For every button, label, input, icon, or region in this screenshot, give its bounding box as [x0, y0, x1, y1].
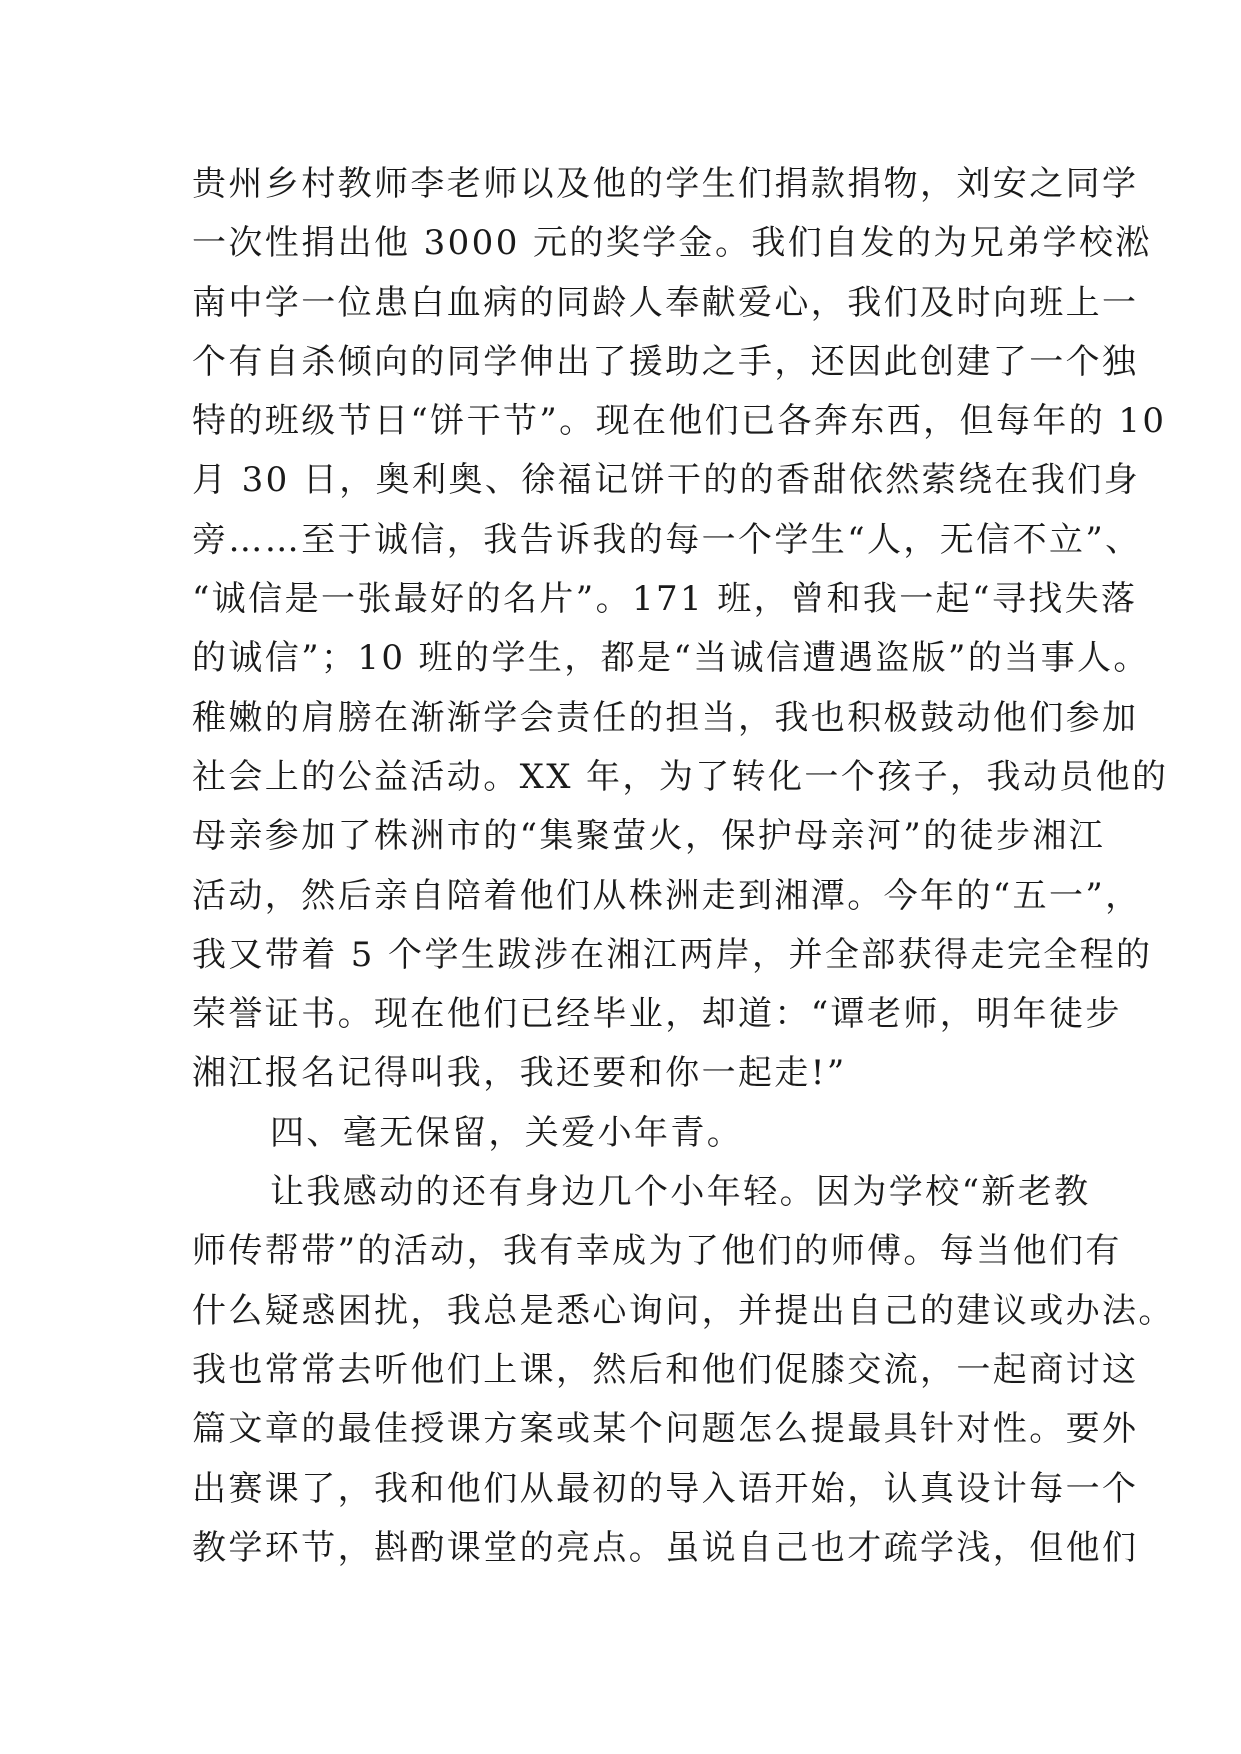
text-line: 活动，然后亲自陪着他们从株洲走到湘潭。今年的“五一”，: [192, 875, 1142, 916]
text-line: 月 30 日，奥利奥、徐福记饼干的的香甜依然萦绕在我们身: [192, 460, 1141, 501]
text-line: 个有自杀倾向的同学伸出了援助之手，还因此创建了一个独: [192, 341, 1139, 382]
text-line: 我又带着 5 个学生跋涉在湘江两岸，并全部获得走完全程的: [192, 934, 1153, 975]
text-line: 的诚信”；10 班的学生，都是“当诚信遭遇盗版”的当事人。: [192, 638, 1150, 679]
body-text: [192, 155, 1175, 1578]
text-line: 荣誉证书。现在他们已经毕业，却道：“谭老师，明年徒步: [192, 994, 1122, 1035]
text-line: 教学环节，斟酌课堂的亮点。虽说自己也才疏学浅，但他们: [192, 1527, 1139, 1568]
text-line: 师传帮带”的活动，我有幸成为了他们的师傅。每当他们有: [192, 1231, 1122, 1272]
text-line: 贵州乡村教师李老师以及他的学生们捐款捐物，刘安之同学: [192, 164, 1139, 204]
text-line: 一次性捐出他 3000 元的奖学金。我们自发的为兄弟学校淞: [192, 223, 1152, 264]
text-line: 特的班级节日“饼干节”。现在他们已各奔东西，但每年的 10: [192, 401, 1167, 442]
paragraph-first-line: 让我感动的还有身边几个小年轻。因为学校“新老教: [270, 1172, 1091, 1213]
text-line: 南中学一位患白血病的同龄人奉献爱心，我们及时向班上一: [192, 282, 1139, 323]
text-line: 母亲参加了株洲市的“集聚萤火，保护母亲河”的徒步湘江: [192, 816, 1106, 857]
text-line: 社会上的公益活动。XX 年，为了转化一个孩子，我动员他的: [192, 756, 1169, 797]
text-line: 什么疑惑困扰，我总是悉心询问，并提出自己的建议或办法。: [192, 1290, 1175, 1331]
text-line: 湘江报名记得叫我，我还要和你一起走!”: [192, 1053, 847, 1094]
text-line: 篇文章的最佳授课方案或某个问题怎么提最具针对性。要外: [192, 1409, 1139, 1450]
text-line: 出赛课了，我和他们从最初的导入语开始，认真设计每一个: [192, 1468, 1139, 1509]
text-line: 我也常常去听他们上课，然后和他们促膝交流，一起商讨这: [192, 1349, 1139, 1390]
text-line: 稚嫩的肩膀在渐渐学会责任的担当，我也积极鼓动他们参加: [192, 697, 1139, 738]
section-heading: 四、毫无保留，关爱小年青。: [270, 1112, 744, 1153]
text-line: “诚信是一张最好的名片”。171 班，曾和我一起“寻找失落: [192, 579, 1138, 620]
text-line: 旁……至于诚信，我告诉我的每一个学生“人，无信不立”、: [192, 519, 1142, 560]
